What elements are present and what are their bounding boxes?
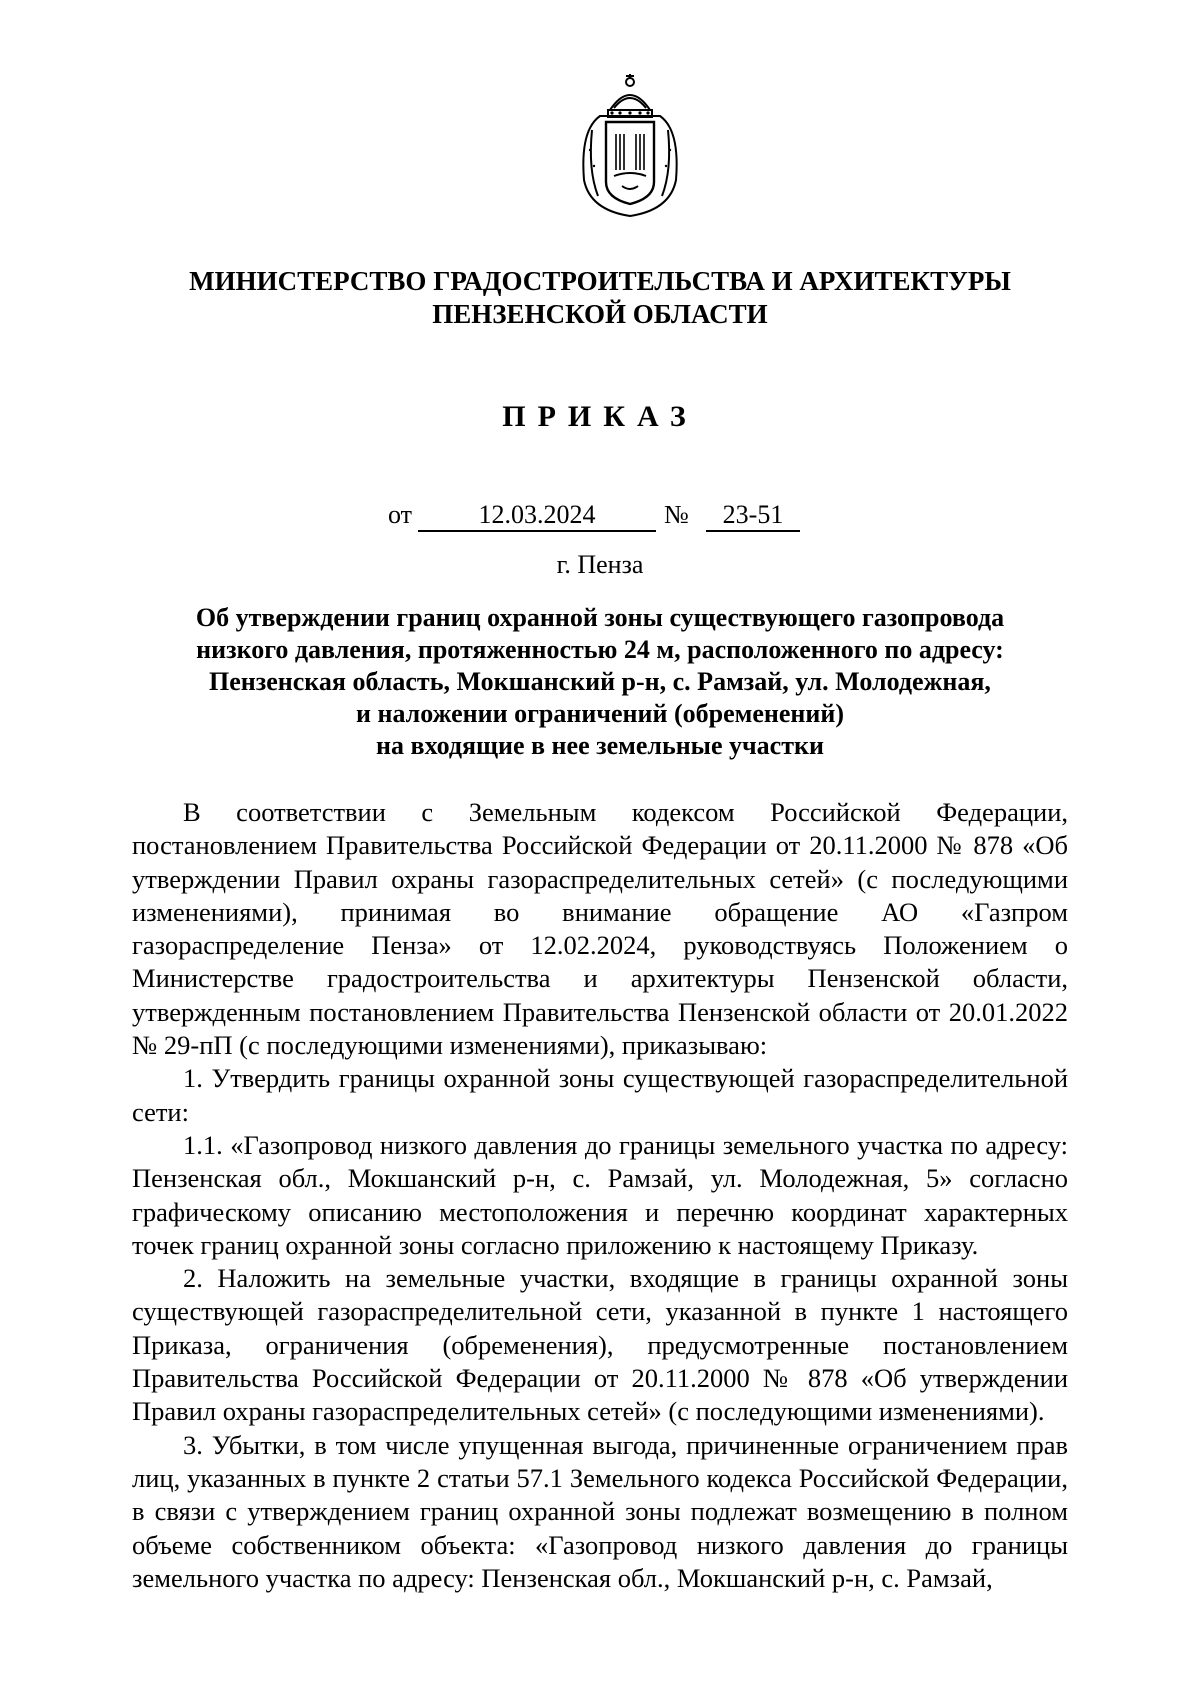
body-paragraph-item-1: 1. Утвердить границы охранной зоны существующей газораспределительной сети:	[132, 1063, 1068, 1127]
order-body	[132, 796, 1068, 1595]
body-paragraph-item-2: 2. Наложить на земельные участки, входящие в границы охранной зоны существующей газораспределительной сети, указанной в пункте 1 настоящего Приказа, ограничения (обременения), предусмотренные постановлением Правительства Российской Федерации от 20.11.2000 № 878 «Об утверждении Правил охраны газораспределительных сетей» (с последующими изменениями).	[132, 1263, 1068, 1427]
subject-line: и наложении ограничений (обременений)	[355, 699, 845, 728]
coat-of-arms-emblem	[570, 70, 690, 220]
ministry-line-2: ПЕНЗЕНСКОЙ ОБЛАСТИ	[432, 299, 768, 329]
order-number: 23-51	[706, 500, 800, 532]
document-type-title: ПРИКАЗ	[502, 400, 698, 433]
body-paragraph-item-3: 3. Убытки, в том числе упущенная выгода, причиненные ограничением прав лиц, указанных в пункте 2 статьи 57.1 Земельного кодекса Российской Федерации, в связи с утверждением границ охранной зоны подлежат возмещению в полном объеме собственником объекта: «Газопровод низкого давления до границы земельного участка по адресу: Пензенская обл., Мокшанский р-н, с. Рамзай,	[132, 1429, 1068, 1593]
body-paragraph-item-1-1: 1.1. «Газопровод низкого давления до границы земельного участка по адресу: Пензенская обл., Мокшанский р-н, с. Рамзай, ул. Молодежная, 5» согласно графическому описанию местоположения и перечню координат характерных точек границ охранной зоны согласно приложению к настоящему Приказу.	[132, 1129, 1068, 1260]
number-prefix: №	[664, 500, 689, 529]
ministry-line-1: МИНИСТЕРСТВО ГРАДОСТРОИТЕЛЬСТВА И АРХИТЕКТУРЫ	[189, 266, 1011, 296]
ministry-name	[100, 265, 1100, 331]
date-number-line	[388, 500, 878, 536]
order-date: 12.03.2024	[418, 500, 656, 532]
order-subject	[150, 602, 1050, 762]
body-paragraph-preamble: В соответствии с Земельным кодексом Российской Федерации, постановлением Правительства Российской Федерации от 20.11.2000 № 878 «Об утверждении Правил охраны газораспределительных сетей» (с последующими изменениями), принимая во внимание обращение АО «Газпром газораспределение Пенза» от 12.02.2024, руководствуясь Положением о Министерстве градостроительства и архитектуры Пензенской области, утвержденным постановлением Правительства Пензенской области от 20.01.2022 № 29-пП (с последующими изменениями), приказываю:	[132, 797, 1068, 1061]
city-name: г. Пенза	[556, 550, 644, 579]
subject-line: Об утверждении границ охранной зоны существующего газопровода	[195, 603, 1005, 632]
subject-line: низкого давления, протяженностью 24 м, расположенного по адресу:	[196, 635, 1004, 664]
subject-line: на входящие в нее земельные участки	[376, 731, 824, 760]
date-prefix: от	[388, 500, 413, 529]
subject-line: Пензенская область, Мокшанский р-н, с. Рамзай, ул. Молодежная,	[209, 667, 991, 696]
